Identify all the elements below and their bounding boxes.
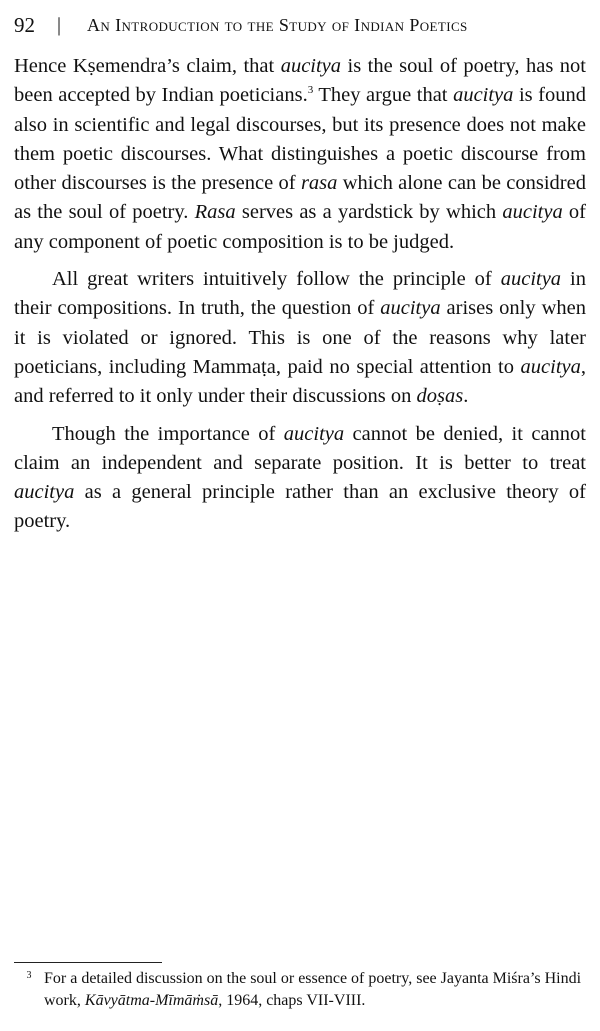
italic-term: aucitya <box>500 268 562 291</box>
text-run: in their compositions. In truth, the question of <box>14 268 586 320</box>
text-run: is the soul of poetry, has not been accepted by Indian poeticians. <box>14 55 587 107</box>
footnote-reference[interactable]: 3 <box>307 84 314 97</box>
page-number: 92 <box>14 12 35 37</box>
italic-term: aucitya <box>520 355 581 378</box>
italic-term: Rasa <box>194 201 236 224</box>
italic-term: aucitya <box>280 55 342 77</box>
text-run: . <box>463 385 469 408</box>
text-run: cannot be denied, it cannot claim an independent and separate position. It is better to treat <box>14 422 587 474</box>
italic-term: aucitya <box>283 422 345 445</box>
text-run: which alone can be considred as the soul of poetry. <box>14 172 586 224</box>
running-title: An Introduction to the Study of Indian Poetics <box>87 14 468 35</box>
text-run: is found also in scientific and legal discourses, but its presence does not make them poetic discourses. What distinguishes a poetic discourse from other discourses is the presence of <box>14 84 587 195</box>
footnote-text <box>44 968 582 1012</box>
italic-term: doṣas <box>416 385 464 408</box>
italic-term: aucitya <box>14 481 75 504</box>
footnote-mark: 3 <box>26 970 32 981</box>
italic-term: aucitya <box>453 84 514 107</box>
footnote-divider <box>14 962 162 963</box>
text-run: serves as a yardstick by which <box>235 201 503 224</box>
header-separator: | <box>57 13 62 36</box>
text-run: , 1964, chaps VII-VIII. <box>218 992 366 1009</box>
italic-term: rasa <box>300 172 338 195</box>
italic-term: aucitya <box>502 201 563 224</box>
text-run: Hence Kṣemendra’s claim, that <box>14 55 281 77</box>
page-header <box>14 10 586 40</box>
paragraph-3 <box>14 420 586 537</box>
italic-title: Kāvyātma-Mīmāṁsā <box>84 992 219 1009</box>
footnote-3 <box>14 968 586 1012</box>
paragraph-2 <box>14 265 586 411</box>
text-run: arises only when it is violated or ignored. This is one of the reasons why later poeticians, including Mammaṭa, paid no special attention to <box>14 297 586 378</box>
body-text <box>14 52 586 545</box>
text-run: of any component of poetic composition is to be judged. <box>14 201 587 253</box>
text-run: Though the importance of <box>52 422 284 445</box>
paragraph-1 <box>14 52 586 257</box>
text-run: They argue that <box>313 84 454 107</box>
text-run: All great writers intuitively follow the principle of <box>52 268 501 291</box>
text-run: For a detailed discussion on the soul or essence of poetry, see Jayanta Miśra’s Hindi work, <box>44 970 582 1009</box>
italic-term: aucitya <box>380 297 441 320</box>
text-run: , and referred to it only under their discussions on <box>14 355 586 408</box>
text-run: as a general principle rather than an exclusive theory of poetry. <box>14 481 586 533</box>
